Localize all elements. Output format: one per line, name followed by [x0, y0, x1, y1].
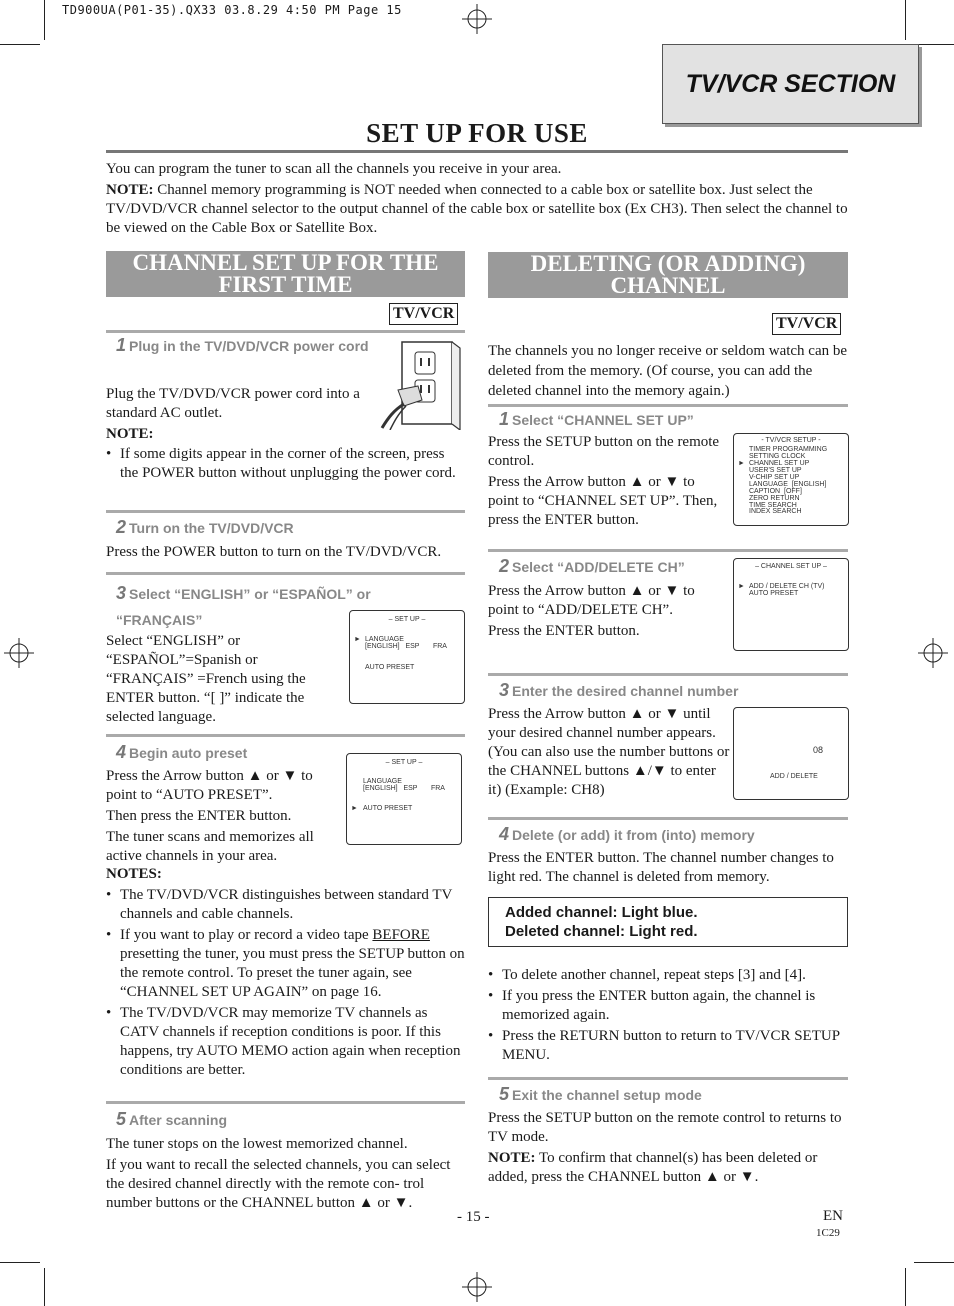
intro-note-text: Channel memory programming is NOT needed when connected to a cable box or satellite box. Just select the TV/DVD/VCR channel selector to the output channel of the cable box or satellite box (Ex CH3). Then select the channel to be viewed on the Cable Box or Satellite Box.	[106, 182, 848, 236]
step-number: 1	[116, 335, 127, 355]
step-title: Select “ENGLISH” or “ESPAÑOL” or “FRANÇAIS”	[116, 586, 371, 628]
osd-title: - TV/VCR SETUP -	[761, 437, 821, 444]
notes-label: NOTES:	[106, 866, 162, 882]
osd-language-values: [ENGLISH] ESP FRA	[363, 785, 445, 792]
cursor-icon: ►	[354, 636, 361, 643]
step-number: 5	[499, 1084, 510, 1104]
list-item: • The TV/DVD/VCR distinguishes between standard TV channels and cable channels.	[106, 886, 465, 924]
step-rule	[106, 1101, 465, 1104]
crop-mark	[0, 44, 40, 45]
page-number: - 15 -	[457, 1209, 490, 1225]
step-rule	[488, 1077, 848, 1080]
step-text: Press the SETUP button on the remote control to returns to TV mode.	[488, 1110, 842, 1145]
crop-mark	[914, 44, 954, 45]
step-number: 3	[499, 680, 510, 700]
right-step2-text	[488, 582, 726, 641]
right-step3-text: Press the Arrow button ▲ or ▼ until your desired channel number appears. (You can also use the number buttons or the CHANNEL buttons ▲/▼ to enter it) (Example: CH8)	[488, 706, 730, 798]
left-step1-text: Plug the TV/DVD/VCR power cord into a standard AC outlet.	[106, 386, 360, 421]
list-item: • If some digits appear in the corner of the screen, press the POWER button without unplugging the power cord.	[106, 445, 465, 483]
step-rule	[106, 510, 465, 513]
list-item: • If you press the ENTER button again, the channel is memorized again.	[488, 987, 848, 1025]
list-item	[106, 926, 465, 1002]
section-badge-label: TV/VCR SECTION	[685, 69, 896, 98]
osd-item-language: LANGUAGE	[363, 778, 402, 785]
step-text: Then press the ENTER button.	[106, 808, 292, 824]
note-list	[106, 445, 465, 483]
underlined-text: BEFORE	[372, 927, 430, 943]
step-number: 4	[116, 742, 127, 762]
step-title: Turn on the TV/DVD/VCR	[129, 520, 294, 536]
left-step4-notes	[106, 865, 465, 1080]
crop-mark	[914, 1262, 954, 1263]
crop-mark	[905, 1268, 906, 1306]
step-rule	[106, 734, 465, 737]
step-number: 5	[116, 1109, 127, 1129]
bullet-list	[488, 966, 848, 1065]
left-heading: CHANNEL SET UP FOR THE FIRST TIME	[106, 251, 465, 297]
left-step4-text	[106, 767, 342, 866]
osd-menu-item: INDEX SEARCH	[749, 508, 802, 515]
left-step1-heading	[116, 334, 371, 357]
intro	[106, 160, 848, 238]
crop-mark	[44, 1268, 45, 1306]
right-tvvcr-tag: TV/VCR	[772, 313, 841, 335]
osd-title: – CHANNEL SET UP –	[755, 563, 827, 570]
right-step1-text	[488, 433, 726, 530]
right-step2-heading	[499, 556, 685, 577]
step-text: The tuner stops on the lowest memorized channel.	[106, 1136, 408, 1152]
right-heading: DELETING (OR ADDING) CHANNEL	[488, 252, 848, 298]
osd-language-values: [ENGLISH] ESP FRA	[365, 643, 447, 650]
osd-item-auto-preset: AUTO PRESET	[363, 805, 413, 812]
osd-channel-setup-menu	[733, 558, 849, 651]
list-text: If you want to play or record a video tape	[120, 927, 373, 943]
osd-channel-number: 08	[813, 745, 824, 755]
crop-mark	[905, 0, 906, 40]
step-rule	[106, 572, 465, 575]
step-text: Press the Arrow button ▲ or ▼ to point to “ADD/DELETE CH”.	[488, 583, 695, 618]
print-code: TD900UA(P01-35).QX33 03.8.29 4:50 PM Page 15	[62, 3, 402, 17]
note-text: To confirm that channel(s) has been deleted or added, press the CHANNEL button ▲ or ▼.	[488, 1150, 818, 1185]
intro-note	[106, 181, 848, 238]
note-label: NOTE:	[488, 1150, 536, 1166]
right-step1-heading	[499, 409, 694, 430]
step-text: Press the SETUP button on the remote control.	[488, 434, 720, 469]
osd-menu-item: LANGUAGE [ENGLISH]	[749, 481, 827, 488]
osd-title: – SET UP –	[388, 616, 426, 623]
step-number: 2	[116, 517, 127, 537]
step-text: The tuner scans and memorizes all active channels in your area.	[106, 829, 314, 864]
step-text: Press the ENTER button.	[488, 623, 640, 639]
osd-menu-item: CHANNEL SET UP	[749, 460, 810, 467]
step-title: Begin auto preset	[129, 745, 248, 761]
osd-item-auto-preset: AUTO PRESET	[365, 664, 415, 671]
registration-mark-icon	[4, 638, 34, 668]
step-rule	[488, 817, 848, 820]
osd-menu-item: SETTING CLOCK	[749, 453, 806, 460]
osd-add-delete-screen	[733, 707, 849, 800]
section-badge	[662, 44, 919, 124]
step-number: 3	[116, 583, 127, 603]
step-number: 2	[499, 556, 510, 576]
document-code: 1C29	[816, 1227, 840, 1239]
osd-item-language: LANGUAGE	[365, 636, 404, 643]
cursor-icon: ►	[351, 805, 358, 812]
right-step5-text	[488, 1109, 848, 1187]
right-step3-heading	[499, 680, 738, 701]
step-rule	[106, 330, 465, 333]
step-rule	[488, 673, 848, 676]
left-step5-text	[106, 1135, 465, 1213]
list-item: • The TV/DVD/VCR may memorize TV channels as CATV channels if reception conditions is poor. If this happens, try AUTO MEMO action again when reception conditions are better.	[106, 1004, 465, 1080]
crop-mark	[44, 0, 45, 40]
right-intro: The channels you no longer receive or seldom watch can be deleted from the memory. (Of course, you can add the deleted channel into the memory again.)	[488, 343, 848, 399]
cursor-icon: ►	[738, 583, 745, 590]
osd-menu-item: ADD / DELETE CH (TV)	[749, 583, 825, 590]
step-text: Press the Arrow button ▲ or ▼ to point to “AUTO PRESET”.	[106, 768, 313, 803]
list-text: presetting the tuner, you must press the SETUP button on the remote control. To preset the tuner again, see “CHANNEL SET UP AGAIN” on page 16.	[120, 946, 465, 1000]
step-number: 4	[499, 824, 510, 844]
osd-menu-item: ZERO RETURN	[749, 495, 800, 502]
page-title: SET UP FOR USE	[366, 118, 588, 148]
right-step4-bullets	[488, 966, 848, 1065]
notes-list	[106, 886, 465, 1080]
registration-mark-icon	[462, 4, 492, 34]
left-step4-heading	[116, 742, 247, 763]
osd-menu-item: TIMER PROGRAMMING	[749, 446, 828, 453]
osd-title: – SET UP –	[385, 759, 423, 766]
osd-auto-preset-screen	[346, 753, 462, 845]
language-code: EN	[823, 1208, 843, 1224]
left-step2-text: Press the POWER button to turn on the TV/DVD/VCR.	[106, 544, 442, 560]
osd-menu-item: USER'S SET UP	[749, 467, 802, 474]
step-title: Delete (or add) it from (into) memory	[512, 827, 755, 843]
step-title: Exit the channel setup mode	[512, 1087, 702, 1103]
osd-menu-item: V-CHIP SET UP	[749, 474, 800, 481]
color-legend-box	[488, 897, 848, 947]
registration-mark-icon	[462, 1272, 492, 1302]
step-rule	[488, 549, 848, 552]
osd-language-screen	[349, 610, 465, 704]
intro-note-label: NOTE:	[106, 182, 154, 198]
right-step4-text: Press the ENTER button. The channel number changes to light red. The channel is deleted from memory.	[488, 850, 834, 885]
left-tvvcr-tag: TV/VCR	[389, 303, 458, 325]
step-title: Plug in the TV/DVD/VCR power cord	[129, 338, 369, 354]
registration-mark-icon	[918, 638, 948, 668]
crop-mark	[0, 1262, 40, 1263]
osd-menu-item: AUTO PRESET	[749, 590, 799, 597]
left-step2-heading	[116, 517, 294, 538]
added-channel-note: Added channel: Light blue.	[505, 904, 698, 921]
step-title: After scanning	[129, 1112, 228, 1128]
right-step4-heading	[499, 824, 755, 845]
left-step3-text: Select “ENGLISH” or “ESPAÑOL”=Spanish or “FRANÇAIS” =French using the ENTER button. “[ ]” indicate the selected language.	[106, 633, 306, 725]
step-title: Select “CHANNEL SET UP”	[512, 412, 694, 428]
list-item: • Press the RETURN button to return to TV/VCR SETUP MENU.	[488, 1027, 848, 1065]
step-title: Enter the desired channel number	[512, 683, 739, 699]
right-step5-heading	[499, 1084, 702, 1105]
title-rule	[106, 150, 848, 153]
list-item: • To delete another channel, repeat steps [3] and [4].	[488, 966, 848, 985]
step-rule	[488, 404, 848, 407]
left-step5-heading	[116, 1109, 227, 1130]
cursor-icon: ►	[738, 460, 745, 467]
intro-line: You can program the tuner to scan all the channels you receive in your area.	[106, 161, 562, 177]
osd-menu-item: CAPTION [OFF]	[749, 488, 802, 495]
left-step1-note	[106, 425, 465, 483]
osd-tvvcr-setup-menu	[733, 433, 849, 526]
note-label: NOTE:	[106, 426, 154, 442]
deleted-channel-note: Deleted channel: Light red.	[505, 923, 698, 940]
power-outlet-icon	[380, 338, 466, 430]
osd-menu-item: TIME SEARCH	[749, 502, 797, 509]
osd-add-delete-label: ADD / DELETE	[770, 773, 818, 780]
right-step5-note	[488, 1149, 848, 1187]
step-number: 1	[499, 409, 510, 429]
step-text: If you want to recall the selected channels, you can select the desired channel directly with the remote con- trol number buttons or the CHANNEL button ▲ or ▼.	[106, 1157, 451, 1211]
step-title: Select “ADD/DELETE CH”	[512, 559, 685, 575]
step-text: Press the Arrow button ▲ or ▼ to point to “CHANNEL SET UP”. Then, press the ENTER button.	[488, 474, 718, 528]
